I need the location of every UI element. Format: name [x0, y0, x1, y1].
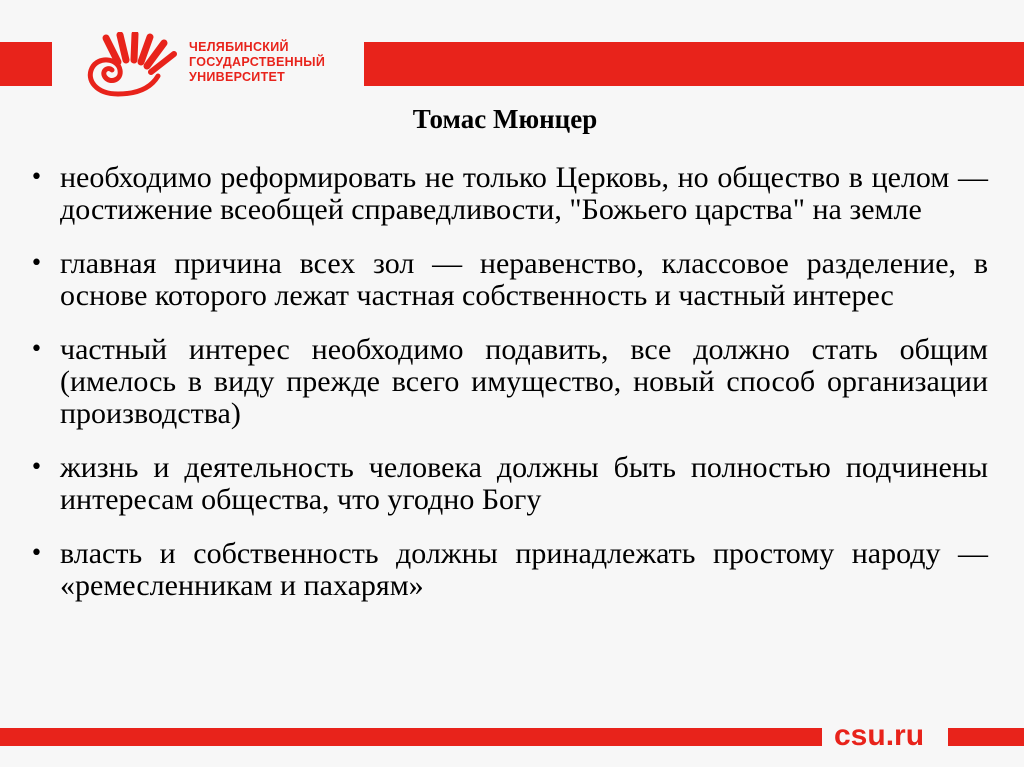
bullet-text: главная причина всех зол — неравенство, классовое разделение, в основе которого лежат частная собственность и частный интерес: [60, 247, 988, 312]
university-name-line: ГОСУДАРСТВЕННЫЙ: [189, 55, 326, 69]
footer-bar-right: [948, 728, 1024, 746]
university-name-line: УНИВЕРСИТЕТ: [189, 70, 286, 84]
university-swirl-logo-icon: [78, 32, 178, 98]
bullet-item: [30, 248, 988, 312]
bullet-item: [30, 162, 988, 226]
footer-url-link[interactable]: csu.ru: [834, 719, 925, 752]
footer-bar-left: [0, 728, 822, 746]
header-bar-left: [0, 42, 52, 86]
bullet-text: необходимо реформировать не только Церковь, но общество в целом — достижение всеобщей справедливости, "Божьего царства" на земле: [60, 161, 988, 226]
bullet-item: [30, 452, 988, 516]
bullet-dot-icon: •: [30, 251, 43, 276]
bullet-text: частный интерес необходимо подавить, все должно стать общим (имелось в виду прежде всего имущество, новый способ организации производства): [60, 333, 988, 430]
bullet-list: [30, 162, 988, 624]
slide-title: Томас Мюнцер: [412, 104, 598, 134]
bullet-text: жизнь и деятельность человека должны быть полностью подчинены интересам общества, что угодно Богу: [60, 451, 988, 516]
university-name: [189, 40, 325, 85]
bullet-dot-icon: •: [30, 165, 43, 190]
bullet-item: [30, 538, 988, 602]
header-bar-right: [364, 42, 1024, 86]
bullet-dot-icon: •: [30, 337, 43, 362]
bullet-text: власть и собственность должны принадлежать простому народу — «ремесленникам и пахарям»: [60, 537, 988, 602]
university-name-line: ЧЕЛЯБИНСКИЙ: [189, 40, 289, 54]
bullet-item: [30, 334, 988, 430]
bullet-dot-icon: •: [30, 541, 43, 566]
bullet-dot-icon: •: [30, 455, 43, 480]
